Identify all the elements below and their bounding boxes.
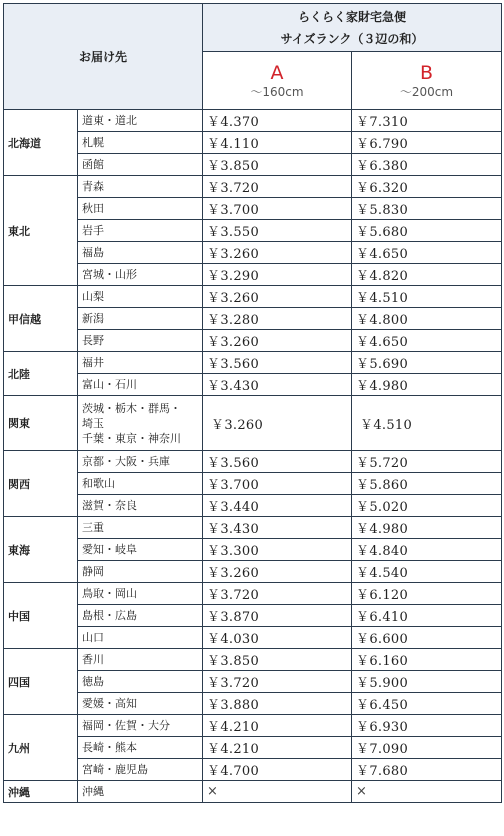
destination-cell: 福島 <box>78 242 203 264</box>
table-row <box>4 286 502 308</box>
size-rank-label: サイズランク（３辺の和） <box>280 31 424 46</box>
price-a-cell: × <box>203 781 352 803</box>
region-name: 北陸 <box>4 352 78 396</box>
table-row <box>4 517 502 539</box>
rank-b-size: ～200cm <box>399 84 454 99</box>
rank-b-header <box>352 52 502 110</box>
price-b-cell: ￥4.540 <box>352 561 502 583</box>
destination-header: お届け先 <box>4 4 203 110</box>
destination-cell: 愛媛・高知 <box>78 693 203 715</box>
price-b-cell: ￥6.410 <box>352 605 502 627</box>
price-a-cell: ￥3.850 <box>203 154 352 176</box>
price-a-cell: ￥3.430 <box>203 517 352 539</box>
price-a-cell: ￥3.720 <box>203 671 352 693</box>
price-a-cell: ￥3.720 <box>203 583 352 605</box>
destination-cell: 山口 <box>78 627 203 649</box>
price-b-cell: ￥5.720 <box>352 451 502 473</box>
price-a-cell: ￥4.210 <box>203 715 352 737</box>
price-b-cell: ￥5.690 <box>352 352 502 374</box>
price-a-cell: ￥3.260 <box>203 330 352 352</box>
price-b-cell: ￥5.680 <box>352 220 502 242</box>
table-row <box>4 132 502 154</box>
price-a-cell: ￥3.260 <box>203 396 352 451</box>
region-name: 沖縄 <box>4 781 78 803</box>
table-row <box>4 693 502 715</box>
table-row <box>4 561 502 583</box>
rank-b-letter: B <box>419 61 434 84</box>
price-b-cell: ￥4.510 <box>352 286 502 308</box>
destination-cell: 京都・大阪・兵庫 <box>78 451 203 473</box>
table-row <box>4 671 502 693</box>
region-name: 東北 <box>4 176 78 286</box>
destination-cell: 宮城・山形 <box>78 264 203 286</box>
price-b-cell: ￥4.980 <box>352 517 502 539</box>
table-row <box>4 198 502 220</box>
price-b-cell: × <box>352 781 502 803</box>
shipping-rate-table <box>3 3 502 803</box>
destination-cell: 鳥取・岡山 <box>78 583 203 605</box>
price-b-cell: ￥5.020 <box>352 495 502 517</box>
price-b-cell: ￥4.800 <box>352 308 502 330</box>
table-row <box>4 374 502 396</box>
destination-cell: 宮崎・鹿児島 <box>78 759 203 781</box>
table-row <box>4 583 502 605</box>
destination-cell: 茨城・栃木・群馬・ 埼玉 千葉・東京・神奈川 <box>78 396 203 451</box>
price-a-cell: ￥3.260 <box>203 242 352 264</box>
table-row <box>4 759 502 781</box>
table-row <box>4 649 502 671</box>
rank-a-header <box>203 52 352 110</box>
destination-cell: 滋賀・奈良 <box>78 495 203 517</box>
table-row <box>4 110 502 132</box>
price-b-cell: ￥4.510 <box>352 396 502 451</box>
destination-cell: 秋田 <box>78 198 203 220</box>
table-row <box>4 539 502 561</box>
destination-cell: 静岡 <box>78 561 203 583</box>
table-row <box>4 495 502 517</box>
price-b-cell: ￥4.820 <box>352 264 502 286</box>
region-name: 四国 <box>4 649 78 715</box>
destination-cell: 三重 <box>78 517 203 539</box>
table-row <box>4 308 502 330</box>
region-name: 関西 <box>4 451 78 517</box>
region-name: 九州 <box>4 715 78 781</box>
price-a-cell: ￥3.700 <box>203 198 352 220</box>
price-b-cell: ￥6.120 <box>352 583 502 605</box>
destination-cell: 新潟 <box>78 308 203 330</box>
destination-cell: 岩手 <box>78 220 203 242</box>
destination-cell: 福岡・佐賀・大分 <box>78 715 203 737</box>
destination-cell: 函館 <box>78 154 203 176</box>
table-row <box>4 220 502 242</box>
price-b-cell: ￥4.650 <box>352 242 502 264</box>
destination-cell: 青森 <box>78 176 203 198</box>
price-b-cell: ￥4.650 <box>352 330 502 352</box>
destination-cell: 和歌山 <box>78 473 203 495</box>
price-b-cell: ￥7.680 <box>352 759 502 781</box>
price-b-cell: ￥6.160 <box>352 649 502 671</box>
destination-cell: 沖縄 <box>78 781 203 803</box>
price-a-cell: ￥3.300 <box>203 539 352 561</box>
rate-table-body <box>4 110 502 803</box>
table-row <box>4 781 502 803</box>
price-b-cell: ￥6.600 <box>352 627 502 649</box>
price-a-cell: ￥4.030 <box>203 627 352 649</box>
price-a-cell: ￥3.560 <box>203 451 352 473</box>
price-b-cell: ￥6.790 <box>352 132 502 154</box>
price-b-cell: ￥6.320 <box>352 176 502 198</box>
price-a-cell: ￥3.440 <box>203 495 352 517</box>
table-row <box>4 352 502 374</box>
price-a-cell: ￥3.720 <box>203 176 352 198</box>
price-a-cell: ￥4.700 <box>203 759 352 781</box>
destination-cell: 札幌 <box>78 132 203 154</box>
price-a-cell: ￥4.210 <box>203 737 352 759</box>
price-b-cell: ￥6.450 <box>352 693 502 715</box>
destination-cell: 長崎・熊本 <box>78 737 203 759</box>
destination-cell: 愛知・岐阜 <box>78 539 203 561</box>
table-row <box>4 627 502 649</box>
service-header <box>203 4 502 52</box>
price-a-cell: ￥4.110 <box>203 132 352 154</box>
table-row <box>4 242 502 264</box>
table-row <box>4 154 502 176</box>
destination-cell: 島根・広島 <box>78 605 203 627</box>
region-name: 関東 <box>4 396 78 451</box>
region-name: 北海道 <box>4 110 78 176</box>
destination-cell: 道東・道北 <box>78 110 203 132</box>
price-a-cell: ￥3.560 <box>203 352 352 374</box>
destination-cell: 長野 <box>78 330 203 352</box>
table-row <box>4 737 502 759</box>
table-row <box>4 264 502 286</box>
rank-a-size: ～160cm <box>250 84 304 99</box>
price-b-cell: ￥6.930 <box>352 715 502 737</box>
destination-cell: 山梨 <box>78 286 203 308</box>
price-b-cell: ￥5.830 <box>352 198 502 220</box>
region-name: 東海 <box>4 517 78 583</box>
service-name: らくらく家財宅急便 <box>298 9 407 24</box>
table-row <box>4 451 502 473</box>
price-a-cell: ￥3.850 <box>203 649 352 671</box>
price-b-cell: ￥4.840 <box>352 539 502 561</box>
destination-cell: 福井 <box>78 352 203 374</box>
table-row <box>4 715 502 737</box>
table-row <box>4 605 502 627</box>
destination-cell: 香川 <box>78 649 203 671</box>
price-a-cell: ￥3.870 <box>203 605 352 627</box>
price-a-cell: ￥3.260 <box>203 561 352 583</box>
price-a-cell: ￥3.880 <box>203 693 352 715</box>
destination-cell: 富山・石川 <box>78 374 203 396</box>
price-a-cell: ￥3.700 <box>203 473 352 495</box>
price-b-cell: ￥7.090 <box>352 737 502 759</box>
region-name: 甲信越 <box>4 286 78 352</box>
price-b-cell: ￥6.380 <box>352 154 502 176</box>
region-name: 中国 <box>4 583 78 649</box>
price-a-cell: ￥4.370 <box>203 110 352 132</box>
table-row <box>4 176 502 198</box>
destination-cell: 徳島 <box>78 671 203 693</box>
price-b-cell: ￥5.860 <box>352 473 502 495</box>
price-a-cell: ￥3.260 <box>203 286 352 308</box>
price-b-cell: ￥4.980 <box>352 374 502 396</box>
price-a-cell: ￥3.290 <box>203 264 352 286</box>
table-row <box>4 396 502 451</box>
price-a-cell: ￥3.550 <box>203 220 352 242</box>
price-a-cell: ￥3.430 <box>203 374 352 396</box>
rank-a-letter: A <box>270 61 284 84</box>
table-row <box>4 330 502 352</box>
table-row <box>4 473 502 495</box>
price-b-cell: ￥7.310 <box>352 110 502 132</box>
price-a-cell: ￥3.280 <box>203 308 352 330</box>
price-b-cell: ￥5.900 <box>352 671 502 693</box>
